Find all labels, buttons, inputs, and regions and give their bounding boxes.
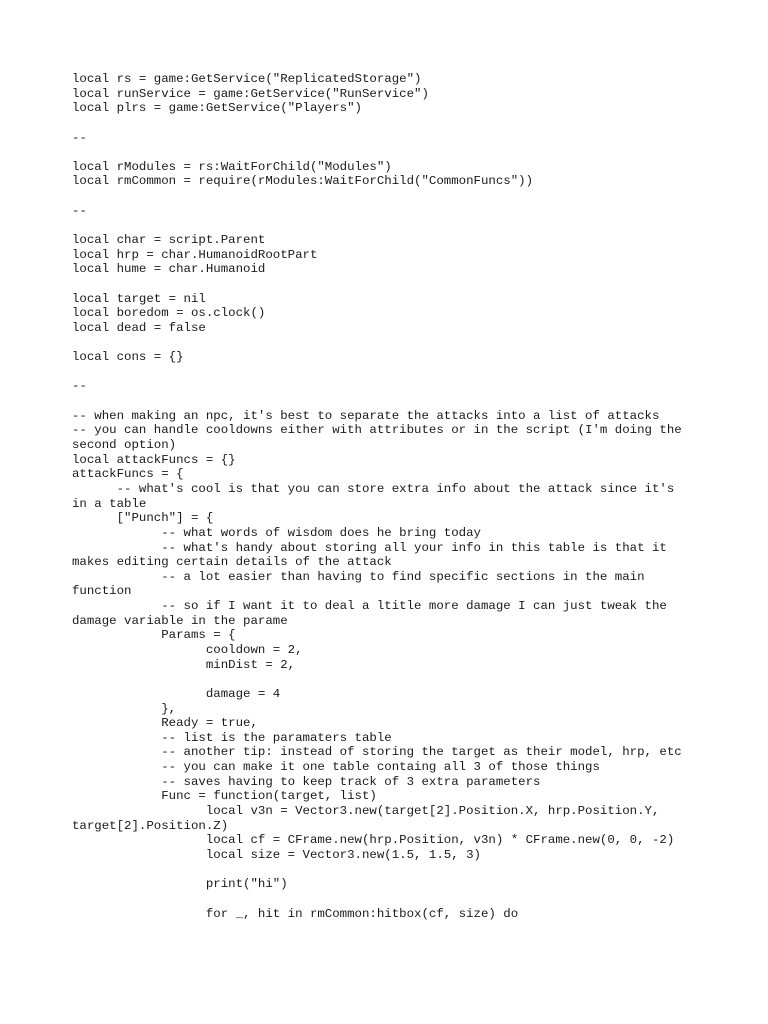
code-line: -- what's cool is that you can store extra info about the attack since it's xyxy=(72,481,675,496)
code-line: -- xyxy=(72,379,87,394)
code-line: print("hi") xyxy=(72,877,288,892)
code-line xyxy=(72,394,698,409)
code-line xyxy=(72,277,698,292)
code-line: target[2].Position.Z) xyxy=(72,818,229,833)
code-line: function xyxy=(72,584,132,599)
code-line xyxy=(72,218,698,233)
code-line: for _, hit in rmCommon:hitbox(cf, size) do xyxy=(72,906,519,921)
code-line xyxy=(72,863,698,878)
code-line: local hume = char.Humanoid xyxy=(72,262,266,277)
code-line: local runService = game:GetService("RunService") xyxy=(72,86,429,101)
code-line: damage = 4 xyxy=(72,686,281,701)
code-line xyxy=(72,116,698,131)
code-line: in a table xyxy=(72,496,147,511)
code-line: local rModules = rs:WaitForChild("Modules") xyxy=(72,159,392,174)
code-line: -- you can handle cooldowns either with attributes or in the script (I'm doing the xyxy=(72,423,682,438)
code-line: local cons = {} xyxy=(72,350,184,365)
code-line: Ready = true, xyxy=(72,716,258,731)
code-line: -- so if I want it to deal a ltitle more damage I can just tweak the xyxy=(72,599,667,614)
code-line: -- what words of wisdom does he bring today xyxy=(72,525,481,540)
code-line: -- list is the paramaters table xyxy=(72,730,392,745)
code-line: -- you can make it one table containg all 3 of those things xyxy=(72,760,600,775)
code-line xyxy=(72,365,698,380)
code-line: local rmCommon = require(rModules:WaitForChild("CommonFuncs")) xyxy=(72,174,534,189)
code-line: -- another tip: instead of storing the target as their model, hrp, etc xyxy=(72,745,682,760)
code-line: Params = { xyxy=(72,628,236,643)
code-line: Func = function(target, list) xyxy=(72,789,377,804)
code-line xyxy=(72,189,698,204)
code-line: damage variable in the parame xyxy=(72,613,288,628)
code-line: local rs = game:GetService("ReplicatedStorage") xyxy=(72,72,422,86)
code-line: second option) xyxy=(72,438,177,453)
code-line xyxy=(72,336,698,351)
code-line: local size = Vector3.new(1.5, 1.5, 3) xyxy=(72,847,481,862)
code-line: local boredom = os.clock() xyxy=(72,306,266,321)
code-line: local target = nil xyxy=(72,291,206,306)
code-line: local plrs = game:GetService("Players") xyxy=(72,101,362,116)
code-line: local char = script.Parent xyxy=(72,233,266,248)
code-line xyxy=(72,892,698,907)
code-line xyxy=(72,145,698,160)
code-line: -- what's handy about storing all your info in this table is that it xyxy=(72,540,667,555)
code-line: -- xyxy=(72,130,87,145)
code-line: local hrp = char.HumanoidRootPart xyxy=(72,247,318,262)
code-line: cooldown = 2, xyxy=(72,642,303,657)
code-line: local cf = CFrame.new(hrp.Position, v3n) * CFrame.new(0, 0, -2) xyxy=(72,833,675,848)
code-line: local dead = false xyxy=(72,320,206,335)
code-line: ["Punch"] = { xyxy=(72,511,214,526)
code-line: -- when making an npc, it's best to separate the attacks into a list of attacks xyxy=(72,408,660,423)
code-line: attackFuncs = { xyxy=(72,467,184,482)
code-line: local v3n = Vector3.new(target[2].Position.X, hrp.Position.Y, xyxy=(72,804,660,819)
code-line: -- xyxy=(72,203,87,218)
code-line: -- a lot easier than having to find specific sections in the main xyxy=(72,569,645,584)
code-line: }, xyxy=(72,701,177,716)
code-block xyxy=(72,72,698,921)
code-line: -- saves having to keep track of 3 extra parameters xyxy=(72,774,541,789)
code-line: minDist = 2, xyxy=(72,657,296,672)
code-line xyxy=(72,672,698,687)
code-line: local attackFuncs = {} xyxy=(72,452,236,467)
code-line: makes editing certain details of the attack xyxy=(72,555,392,570)
